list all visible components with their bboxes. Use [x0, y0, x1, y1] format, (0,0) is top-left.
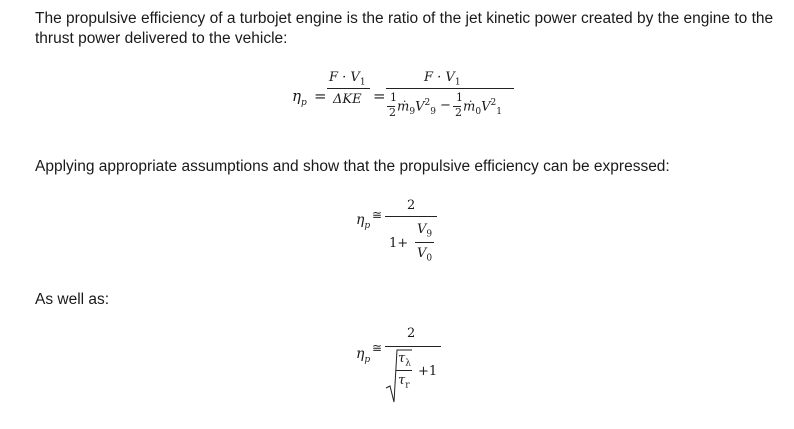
eta-symbol: $\eta_p$ [292, 87, 307, 108]
applying-paragraph: Applying appropriate assumptions and show that the propulsive efficiency can be expressed: [35, 158, 670, 175]
tau-lambda: $\tau_\lambda$ [398, 351, 411, 369]
half-a-num: 1 [390, 91, 397, 104]
approx-sign-3: ≅ [372, 341, 383, 355]
approx-sign-2: ≅ [372, 208, 383, 222]
numerator-1: $F \cdot V_1$ [329, 70, 366, 88]
fraction-bar-eq3 [385, 346, 441, 347]
equals-sign: = [314, 87, 327, 105]
eta-symbol-2: $\eta_p$ [356, 212, 371, 231]
mdot-0: $ṁ_0V^2_1$ [463, 98, 502, 117]
one-plus: 1+ [389, 236, 409, 251]
half-b-num: 1 [456, 91, 463, 104]
numerator-2: $F \cdot V_1$ [424, 70, 461, 88]
intro-paragraph: The propulsive efficiency of a turbojet engine is the ratio of the jet kinetic power created by the engine to the thrust power delivered to the vehicle: [35, 10, 774, 47]
half-b-den: 2 [455, 106, 462, 119]
equals-sign-2: = [373, 87, 386, 105]
eta-symbol-3: $\eta_p$ [356, 346, 371, 365]
numerator-3-two: 2 [407, 326, 416, 341]
half-a-den: 2 [389, 106, 396, 119]
inner-bar-eq3 [396, 370, 412, 371]
minus-sign: − [440, 98, 451, 113]
plus-one: +1 [418, 364, 438, 379]
tau-r: $\tau_r$ [398, 373, 410, 391]
numerator-2-two: 2 [407, 198, 416, 213]
v0: $V_0$ [417, 246, 433, 264]
mdot-9: $ṁ_9V^2_9$ [397, 98, 436, 117]
v9: $V_9$ [417, 222, 433, 240]
denominator-1: ΔKE [333, 92, 362, 107]
as-well-paragraph: As well as: [35, 291, 110, 308]
